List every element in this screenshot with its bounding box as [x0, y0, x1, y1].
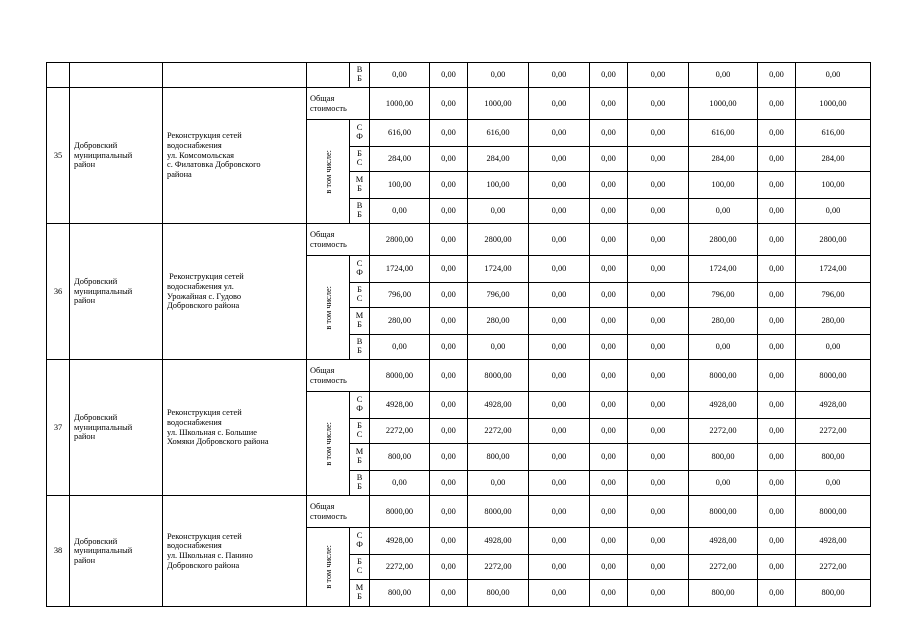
value-cell: 0,00 [628, 555, 689, 580]
value-cell: 284,00 [370, 147, 430, 172]
total-cost-label [307, 88, 370, 120]
value-cell: 0,00 [590, 308, 628, 335]
total-value-cell: 0,00 [529, 360, 590, 392]
value-cell: 4928,00 [689, 528, 758, 555]
total-value-cell: 0,00 [590, 496, 628, 528]
value-cell: 0,00 [758, 471, 796, 496]
value-cell: 796,00 [796, 283, 871, 308]
project-line: Урожайная с. Гудово [167, 291, 242, 301]
value-cell: 2272,00 [468, 555, 529, 580]
value-cell: 0,00 [430, 120, 468, 147]
value-cell: 616,00 [468, 120, 529, 147]
project-line: района [167, 169, 192, 179]
total-value-cell: 8000,00 [689, 496, 758, 528]
total-value-cell: 2800,00 [689, 224, 758, 256]
funding-code-cell [350, 555, 370, 580]
total-cost-label-line: Общая [310, 365, 335, 375]
value-cell: 616,00 [689, 120, 758, 147]
value-cell: 0,00 [590, 444, 628, 471]
total-row [47, 88, 871, 120]
value-cell: 284,00 [796, 147, 871, 172]
row-number: 35 [47, 88, 70, 224]
total-value-cell: 0,00 [758, 88, 796, 120]
funding-code-cell [350, 256, 370, 283]
value-cell: 0,00 [529, 555, 590, 580]
value-cell: 0,00 [430, 419, 468, 444]
value-cell: 0,00 [468, 335, 529, 360]
total-value-cell: 2800,00 [796, 224, 871, 256]
row-number: 37 [47, 360, 70, 496]
value-cell: 0,00 [468, 471, 529, 496]
funding-code-letter: Б [357, 285, 362, 295]
total-row [47, 360, 871, 392]
value-cell: 0,00 [628, 392, 689, 419]
total-value-cell: 0,00 [758, 360, 796, 392]
value-cell: 0,00 [628, 63, 689, 88]
value-cell: 0,00 [430, 63, 468, 88]
total-cost-label-line: стоимость [310, 375, 347, 385]
value-cell: 0,00 [758, 308, 796, 335]
value-cell: 280,00 [370, 308, 430, 335]
value-cell: 0,00 [370, 471, 430, 496]
value-cell: 0,00 [628, 283, 689, 308]
value-cell: 0,00 [796, 471, 871, 496]
total-value-cell: 0,00 [758, 224, 796, 256]
value-cell: 0,00 [590, 419, 628, 444]
value-cell: 0,00 [758, 147, 796, 172]
nr-cell [47, 63, 70, 88]
municipality-cell [70, 88, 163, 224]
value-cell: 100,00 [468, 172, 529, 199]
total-value-cell: 0,00 [430, 496, 468, 528]
funding-code-letter: Б [357, 592, 362, 601]
value-cell: 0,00 [796, 199, 871, 224]
funding-code-letter: Ф [356, 540, 363, 549]
value-cell: 800,00 [689, 580, 758, 607]
value-cell: 800,00 [370, 580, 430, 607]
project-line: водоснабжения ул. [167, 281, 234, 291]
funding-code-letter: В [356, 201, 363, 211]
value-cell: 0,00 [529, 392, 590, 419]
municipality-line: муниципальный [74, 422, 133, 432]
value-cell: 0,00 [529, 471, 590, 496]
value-cell: 0,00 [758, 580, 796, 607]
value-cell: 800,00 [370, 444, 430, 471]
value-cell: 4928,00 [796, 392, 871, 419]
total-value-cell: 0,00 [590, 224, 628, 256]
municipality-line: район [74, 296, 96, 306]
municipality-line: Добровский [74, 536, 118, 546]
value-cell: 0,00 [529, 335, 590, 360]
value-cell: 2272,00 [370, 555, 430, 580]
funding-code-letter: С [356, 259, 363, 269]
funding-code-letter: Ф [356, 268, 363, 277]
total-cost-label-line: стоимость [310, 239, 347, 249]
value-cell: 0,00 [529, 283, 590, 308]
total-cost-label [307, 496, 370, 528]
funding-code-letter: Б [357, 320, 362, 329]
total-value-cell: 8000,00 [468, 496, 529, 528]
value-cell: 100,00 [796, 172, 871, 199]
total-cost-label-line: Общая [310, 229, 335, 239]
municipality-line: район [74, 160, 96, 170]
value-cell: 800,00 [796, 444, 871, 471]
value-cell: 280,00 [468, 308, 529, 335]
vertical-label: в том числе: [324, 545, 333, 589]
funding-code-letter: Б [357, 421, 362, 431]
value-cell: 0,00 [628, 528, 689, 555]
value-cell: 0,00 [590, 528, 628, 555]
value-cell: 2272,00 [689, 419, 758, 444]
value-cell: 0,00 [370, 63, 430, 88]
value-cell: 0,00 [430, 444, 468, 471]
value-cell: 280,00 [689, 308, 758, 335]
project-line: Хомяки Добровского района [167, 437, 269, 447]
project-line: водоснабжения [167, 541, 222, 551]
value-cell: 0,00 [758, 283, 796, 308]
total-value-cell: 0,00 [590, 88, 628, 120]
value-cell: 0,00 [468, 199, 529, 224]
funding-code-letter: В [356, 473, 363, 483]
total-value-cell: 8000,00 [468, 360, 529, 392]
value-cell: 4928,00 [689, 392, 758, 419]
total-value-cell: 0,00 [430, 224, 468, 256]
vertical-label-cell [307, 528, 350, 607]
municipality-line: Добровский [74, 141, 118, 151]
value-cell: 0,00 [628, 147, 689, 172]
total-row [47, 496, 871, 528]
value-cell: 0,00 [628, 199, 689, 224]
funding-code-cell [350, 172, 370, 199]
project-line: ул. Школьная с. Большие [167, 427, 257, 437]
value-cell: 0,00 [590, 471, 628, 496]
funding-code-letter: Б [357, 210, 362, 219]
value-cell: 1724,00 [468, 256, 529, 283]
project-line: Реконструкция сетей [167, 408, 242, 418]
project-cell [163, 224, 307, 360]
total-value-cell: 2800,00 [468, 224, 529, 256]
value-cell: 284,00 [468, 147, 529, 172]
total-cost-label-line: Общая [310, 93, 335, 103]
value-cell: 0,00 [689, 63, 758, 88]
value-cell: 0,00 [430, 528, 468, 555]
value-cell: 0,00 [758, 419, 796, 444]
total-value-cell: 0,00 [628, 360, 689, 392]
value-cell: 4928,00 [796, 528, 871, 555]
value-cell: 0,00 [529, 444, 590, 471]
value-cell: 0,00 [758, 63, 796, 88]
value-cell: 0,00 [529, 147, 590, 172]
funding-code-cell [350, 199, 370, 224]
value-cell: 0,00 [529, 120, 590, 147]
value-cell: 0,00 [628, 444, 689, 471]
value-cell: 616,00 [370, 120, 430, 147]
value-cell: 0,00 [430, 471, 468, 496]
funding-code-letter: Ф [356, 404, 363, 413]
total-cost-label-line: стоимость [310, 103, 347, 113]
total-value-cell: 0,00 [529, 88, 590, 120]
value-cell: 0,00 [628, 471, 689, 496]
value-cell: 0,00 [430, 555, 468, 580]
value-cell: 0,00 [628, 308, 689, 335]
value-cell: 0,00 [430, 283, 468, 308]
project-line: Добровского района [167, 301, 240, 311]
total-value-cell: 0,00 [628, 496, 689, 528]
funding-code-cell [350, 471, 370, 496]
funding-code-cell [350, 335, 370, 360]
value-cell: 796,00 [468, 283, 529, 308]
value-cell: 0,00 [529, 528, 590, 555]
value-cell: 0,00 [590, 256, 628, 283]
funding-code-letter: С [356, 566, 363, 575]
value-cell: 0,00 [758, 392, 796, 419]
value-cell: 0,00 [628, 172, 689, 199]
total-value-cell: 0,00 [430, 360, 468, 392]
project-line: с. Филатовка Добровского [167, 160, 261, 170]
municipality-line: Добровский [74, 277, 118, 287]
vertical-label: в том числе: [324, 285, 333, 330]
value-cell: 0,00 [590, 120, 628, 147]
value-cell: 0,00 [628, 335, 689, 360]
funding-code-cell [350, 580, 370, 607]
value-cell: 0,00 [590, 392, 628, 419]
value-cell: 0,00 [758, 528, 796, 555]
funding-code-cell [350, 392, 370, 419]
funding-code-letter: С [356, 123, 363, 133]
value-cell: 0,00 [529, 580, 590, 607]
funding-code-letter: С [356, 395, 363, 405]
municipality-cell [70, 360, 163, 496]
vertical-label-cell [307, 392, 350, 496]
value-cell: 0,00 [529, 419, 590, 444]
project-cell [163, 63, 307, 88]
project-cell [163, 88, 307, 224]
municipality-line: муниципальный [74, 286, 133, 296]
funding-code-cell [350, 528, 370, 555]
value-cell: 0,00 [529, 256, 590, 283]
value-cell: 0,00 [590, 63, 628, 88]
vertical-label-cell [307, 256, 350, 360]
value-cell: 0,00 [628, 580, 689, 607]
value-cell: 100,00 [689, 172, 758, 199]
total-cost-label [307, 360, 370, 392]
value-cell: 0,00 [590, 335, 628, 360]
funding-code-letter: Б [357, 184, 362, 193]
value-cell: 796,00 [370, 283, 430, 308]
total-value-cell: 1000,00 [689, 88, 758, 120]
value-cell: 0,00 [430, 580, 468, 607]
funding-code-letter: Б [357, 149, 362, 159]
funding-code-letter: Б [357, 456, 362, 465]
value-cell: 0,00 [758, 335, 796, 360]
value-cell: 0,00 [370, 335, 430, 360]
funding-code-cell [350, 419, 370, 444]
project-line: Добровского района [167, 560, 240, 570]
funding-code-cell [350, 444, 370, 471]
value-cell: 0,00 [758, 120, 796, 147]
project-line: водоснабжения [167, 141, 222, 151]
budget-table [46, 62, 871, 607]
funding-code-cell: В Б [350, 63, 370, 88]
funding-code-cell [350, 308, 370, 335]
value-cell: 0,00 [430, 147, 468, 172]
municipality-line: район [74, 432, 96, 442]
value-cell: 2272,00 [468, 419, 529, 444]
value-cell: 0,00 [430, 172, 468, 199]
value-cell: 284,00 [689, 147, 758, 172]
funding-code-cell [350, 283, 370, 308]
value-cell: 0,00 [590, 172, 628, 199]
value-cell: 796,00 [689, 283, 758, 308]
value-cell: 0,00 [529, 63, 590, 88]
total-value-cell: 1000,00 [796, 88, 871, 120]
municipality-line: муниципальный [74, 546, 133, 556]
project-line: водоснабжения [167, 417, 222, 427]
total-value-cell: 8000,00 [796, 360, 871, 392]
value-cell: 0,00 [689, 335, 758, 360]
municipality-line: район [74, 555, 96, 565]
value-cell: 0,00 [758, 256, 796, 283]
table-row [47, 63, 871, 88]
funding-code-letter: М [355, 583, 364, 593]
value-cell: 0,00 [628, 256, 689, 283]
vertical-label-cell [307, 120, 350, 224]
value-cell: 0,00 [590, 283, 628, 308]
row-number: 38 [47, 496, 70, 607]
value-cell: 0,00 [590, 199, 628, 224]
total-cost-label-line: стоимость [310, 511, 347, 521]
project-line: Реконструкция сетей [167, 131, 242, 141]
funding-code-letter: С [356, 531, 363, 541]
value-cell: 0,00 [529, 199, 590, 224]
value-cell: 0,00 [430, 392, 468, 419]
total-value-cell: 2800,00 [370, 224, 430, 256]
total-value-cell: 8000,00 [796, 496, 871, 528]
value-cell: 0,00 [758, 199, 796, 224]
value-cell: 0,00 [590, 147, 628, 172]
funding-code-cell [350, 120, 370, 147]
value-cell: 0,00 [590, 555, 628, 580]
funding-code-letter: Б [357, 557, 362, 567]
funding-code-letter: Б [357, 482, 362, 491]
project-line: ул. Комсомольская [167, 150, 235, 160]
total-cost-label [307, 224, 370, 256]
project-cell [163, 496, 307, 607]
funding-code-letter: С [356, 430, 363, 439]
value-cell: 2272,00 [796, 419, 871, 444]
funding-code-cell [350, 147, 370, 172]
total-value-cell: 0,00 [529, 496, 590, 528]
funding-code-letter: В [356, 337, 363, 347]
value-cell: 1724,00 [689, 256, 758, 283]
funding-code-letter: Ф [356, 132, 363, 141]
municipality-line: муниципальный [74, 150, 133, 160]
vertical-label-cell [307, 63, 350, 88]
municipality-cell [70, 496, 163, 607]
total-value-cell: 8000,00 [370, 360, 430, 392]
value-cell: 0,00 [430, 199, 468, 224]
value-cell: 0,00 [758, 172, 796, 199]
total-value-cell: 0,00 [628, 224, 689, 256]
value-cell: 0,00 [430, 308, 468, 335]
total-row [47, 224, 871, 256]
value-cell: 0,00 [628, 419, 689, 444]
total-value-cell: 0,00 [529, 224, 590, 256]
value-cell: 280,00 [796, 308, 871, 335]
funding-code-letter: М [355, 311, 364, 321]
total-value-cell: 8000,00 [689, 360, 758, 392]
value-cell: 0,00 [796, 63, 871, 88]
value-cell: 4928,00 [468, 392, 529, 419]
value-cell: 4928,00 [370, 528, 430, 555]
value-cell: 800,00 [689, 444, 758, 471]
project-line: Реконструкция сетей [167, 272, 244, 282]
value-cell: 0,00 [628, 120, 689, 147]
total-value-cell: 1000,00 [370, 88, 430, 120]
value-cell: 616,00 [796, 120, 871, 147]
value-cell: 4928,00 [370, 392, 430, 419]
project-line: ул. Школьная с. Панино [167, 551, 253, 560]
municipality-cell [70, 63, 163, 88]
vertical-label: в том числе: [324, 421, 333, 466]
value-cell: 0,00 [529, 308, 590, 335]
value-cell: 0,00 [689, 471, 758, 496]
value-cell: 0,00 [758, 555, 796, 580]
row-number: 36 [47, 224, 70, 360]
vertical-label: в том числе: [324, 149, 333, 194]
funding-code-letter: М [355, 175, 364, 185]
total-value-cell: 8000,00 [370, 496, 430, 528]
value-cell: 4928,00 [468, 528, 529, 555]
funding-code-letter: С [356, 294, 363, 303]
total-value-cell: 0,00 [430, 88, 468, 120]
value-cell: 0,00 [468, 63, 529, 88]
value-cell: 800,00 [796, 580, 871, 607]
municipality-cell [70, 224, 163, 360]
municipality-line: Добровский [74, 413, 118, 423]
funding-code-letter: М [355, 447, 364, 457]
value-cell: 0,00 [758, 444, 796, 471]
value-cell: 0,00 [370, 199, 430, 224]
value-cell: 0,00 [430, 256, 468, 283]
project-cell [163, 360, 307, 496]
total-value-cell: 1000,00 [468, 88, 529, 120]
value-cell: 800,00 [468, 580, 529, 607]
value-cell: 0,00 [796, 335, 871, 360]
total-value-cell: 0,00 [628, 88, 689, 120]
value-cell: 0,00 [689, 199, 758, 224]
value-cell: 0,00 [529, 172, 590, 199]
value-cell: 0,00 [430, 335, 468, 360]
total-value-cell: 0,00 [590, 360, 628, 392]
total-cost-label-line: Общая [310, 501, 335, 511]
value-cell: 0,00 [590, 580, 628, 607]
total-value-cell: 0,00 [758, 496, 796, 528]
value-cell: 2272,00 [370, 419, 430, 444]
value-cell: 1724,00 [796, 256, 871, 283]
funding-code-letter: С [356, 158, 363, 167]
value-cell: 2272,00 [689, 555, 758, 580]
value-cell: 1724,00 [370, 256, 430, 283]
value-cell: 2272,00 [796, 555, 871, 580]
project-line: Реконструкция сетей [167, 531, 242, 541]
value-cell: 100,00 [370, 172, 430, 199]
value-cell: 800,00 [468, 444, 529, 471]
funding-code-letter: Б [357, 346, 362, 355]
